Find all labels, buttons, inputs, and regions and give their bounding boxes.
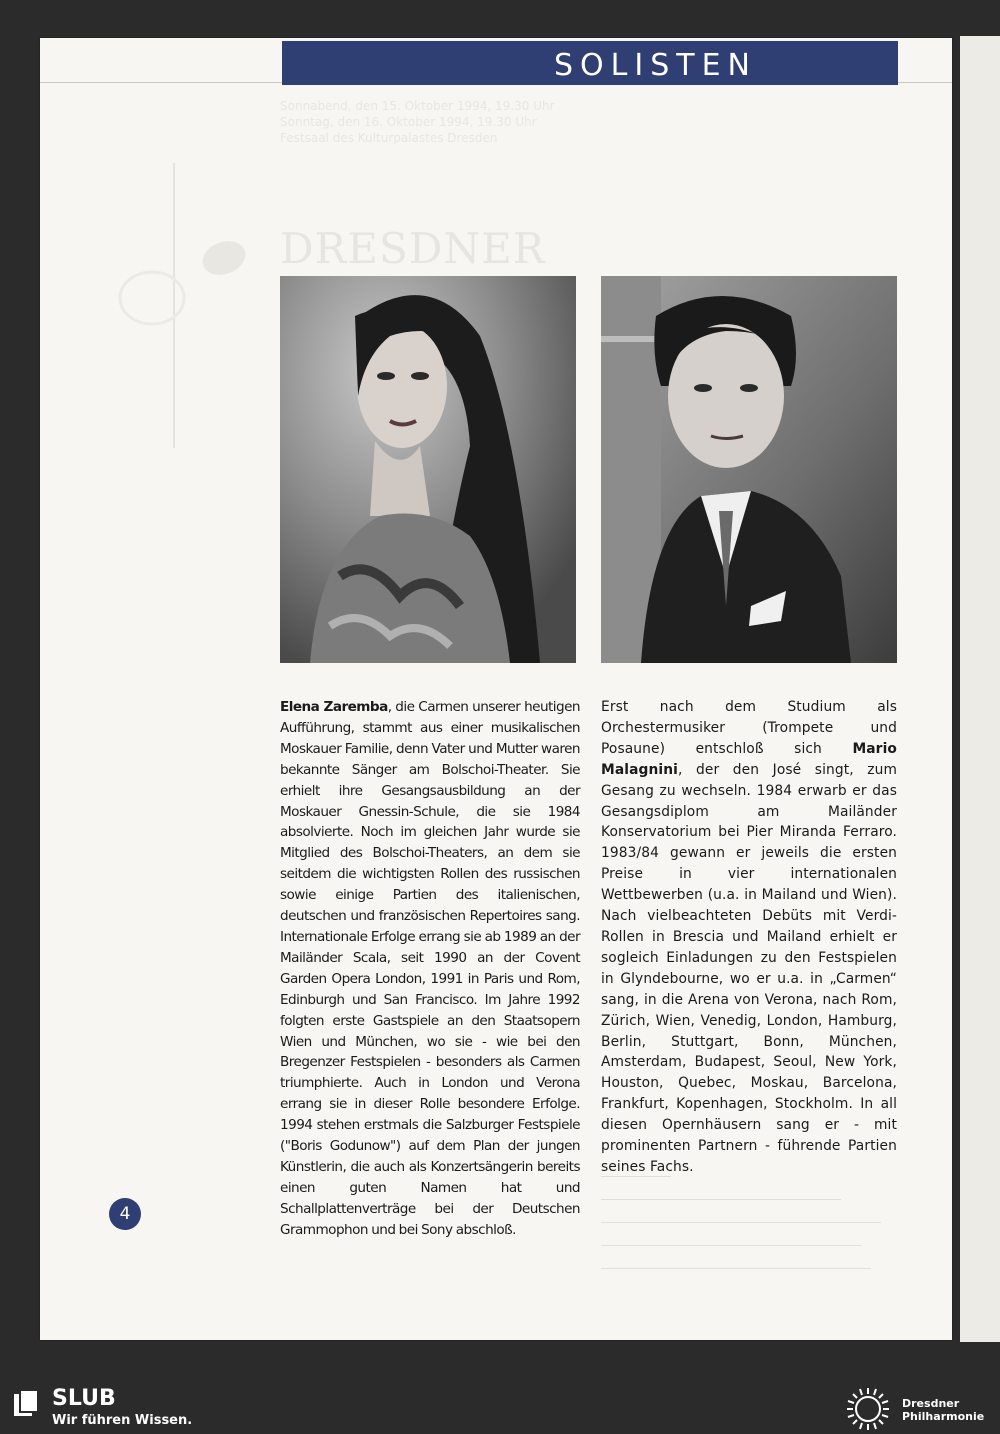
music-note-watermark-icon — [112, 158, 252, 458]
header-band — [282, 41, 898, 85]
partner-name — [902, 1397, 998, 1423]
bleed-through-lines — [601, 1160, 897, 1281]
partner-name-line2: Philharmonie — [902, 1410, 985, 1423]
biography-elena-zaremba — [280, 697, 580, 1241]
page-number-badge: 4 — [109, 1198, 141, 1230]
section-title: SOLISTEN — [554, 48, 757, 83]
bleed-through-text — [280, 98, 680, 146]
biography-text-end: , der den José singt, zum Gesang zu wechseln. 1984 erwarb er das Gesangsdiplom am Mailänder Konservatorium bei Pier Miranda Ferraro. 1983/84 gewann er jeweils die ersten Preise in vier internationalen Wettbewerben (u.a. in Mailand und Wien). Nach vielbeachteten Debüts mit Verdi-Rollen in Brescia und Mailand erhielt er sogleich Einladungen zu den Festspielen in Glyndebourne, wo er u.a. in „Carmen“ sang, in die Arena von Verona, nach Rom, Zürich, Wien, Venedig, London, Hamburg, Berlin, Stuttgart, Bonn, München, Amsterdam, Budapest, Seoul, New York, Houston, Quebec, Moskau, Barcelona, Frankfurt, Kopenhagen, Stockholm. In all diesen Opernhäusern sang er - mit prominenten Partnern - führende Partien seines Fachs. — [601, 761, 897, 1175]
biography-text-start: Erst nach dem Studium als Orchestermusiker (Trompete und Posaune) entschloß sich — [601, 699, 897, 757]
bleed-through-title: DRESDNER — [280, 224, 546, 273]
dresdner-philharmonie-sunburst-icon — [842, 1384, 894, 1434]
portrait-photo-elena-zaremba — [280, 276, 576, 663]
portrait-photo-mario-malagnini — [601, 276, 897, 663]
slub-name: SLUB — [52, 1386, 116, 1411]
bleed-line: Festsaal des Kulturpalastes Dresden — [280, 131, 498, 145]
adjacent-page-edge — [960, 36, 1000, 1342]
biography-text: , die Carmen unserer heutigen Aufführung, stammt aus einer musikalischen Moskauer Familie, denn Vater und Mutter waren bekannte Sänger am Bolschoi-Theater. Sie erhielt ihre Gesangsausbildung an der Moskauer Gnessin-Schule, die sie 1984 absolvierte. Noch im gleichen Jahr wurde sie Mitglied des Bolschoi-Theaters, an dem sie seitdem die wichtigsten Rollen des russischen sowie einige Partien des italienischen, deutschen und französischen Repertoires sang. Internationale Erfolge errang sie ab 1989 an der Mailänder Scala, seit 1990 an der Covent Garden Opera London, 1991 in Paris und Rom, Edinburgh und San Francisco. Im Jahre 1992 folgten erste Gastspiele an den Staatsopern Wien und München, wo sie - wie bei den Bregenzer Festspielen - besonders als Carmen triumphierte. Auch in London und Verona errang sie in dieser Rolle besondere Erfolge. 1994 stehen erstmals die Salzburger Festspiele ("Boris Godunow") auf dem Plan der jungen Künstlerin, die auch als Konzertsängerin bereits einen guten Namen hat und Schallplattenverträge bei der Deutschen Grammophon und bei Sony abschloß. — [280, 699, 580, 1238]
singer-name: Elena Zaremba — [280, 699, 388, 715]
portrait-man-illustration — [601, 276, 897, 663]
brochure-page — [40, 38, 952, 1340]
biography-mario-malagnini — [601, 697, 897, 1178]
portrait-woman-illustration — [280, 276, 576, 663]
singer-name: Mario Malagnini — [601, 740, 897, 778]
viewer-footer — [0, 1384, 1000, 1434]
partner-name-line1: Dresdner — [902, 1397, 960, 1410]
slub-book-icon — [12, 1388, 42, 1420]
bleed-line: Sonntag, den 16. Oktober 1994, 19.30 Uhr — [280, 115, 537, 129]
slub-tagline: Wir führen Wissen. — [52, 1413, 193, 1428]
bleed-line: Sonnabend, den 15. Oktober 1994, 19.30 Uhr — [280, 99, 555, 113]
